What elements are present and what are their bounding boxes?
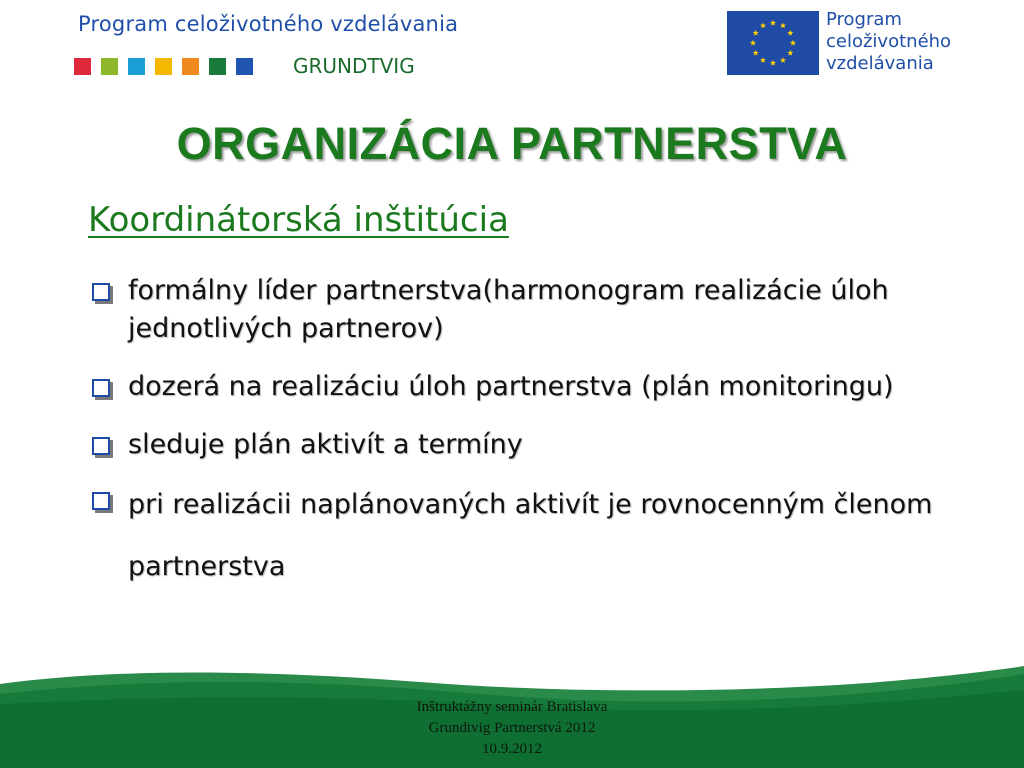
list-item — [92, 426, 972, 464]
logo-line: Program — [826, 9, 902, 30]
bullet-text: formálny líder partnerstva(harmonogram realizácie úloh jednotlivých partnerov) — [128, 275, 889, 344]
bullet-text: sleduje plán aktivít a termíny — [128, 429, 523, 460]
checkbox-bullet-icon — [92, 437, 110, 455]
list-item — [92, 474, 972, 598]
checkbox-bullet-icon — [92, 492, 110, 510]
footer-line: Inštruktážny seminár Bratislava — [416, 699, 608, 715]
color-square — [101, 58, 118, 75]
color-square — [74, 58, 91, 75]
subprogram-label: GRUNDTVIG — [293, 54, 415, 78]
footer-line: 10.9.2012 — [482, 741, 542, 757]
color-square — [128, 58, 145, 75]
section-heading: Koordinátorská inštitúcia — [88, 200, 509, 240]
color-square — [236, 58, 253, 75]
bullet-text: pri realizácii naplánovaných aktivít je rovnocenným členom partnerstva — [128, 489, 933, 582]
program-logo — [727, 11, 951, 75]
checkbox-bullet-icon — [92, 283, 110, 301]
slide-title: ORGANIZÁCIA PARTNERSTVA — [176, 118, 848, 169]
color-square — [155, 58, 172, 75]
color-square — [209, 58, 226, 75]
checkbox-bullet-icon — [92, 379, 110, 397]
program-title: Program celoživotného vzdelávania — [78, 12, 459, 36]
list-item — [92, 272, 972, 348]
logo-line: celoživotného — [826, 31, 952, 52]
list-item — [92, 368, 972, 406]
color-squares — [74, 58, 253, 75]
logo-line: vzdelávania — [826, 53, 934, 74]
footer-line: Grundtvig Partnerstvá 2012 — [428, 720, 596, 736]
eu-flag-icon — [727, 11, 819, 75]
logo-text — [826, 9, 951, 75]
bullet-text: dozerá na realizáciu úloh partnerstva (plán monitoringu) — [128, 371, 894, 402]
bullet-list — [92, 272, 972, 618]
color-square — [182, 58, 199, 75]
footer-text — [0, 697, 1024, 760]
